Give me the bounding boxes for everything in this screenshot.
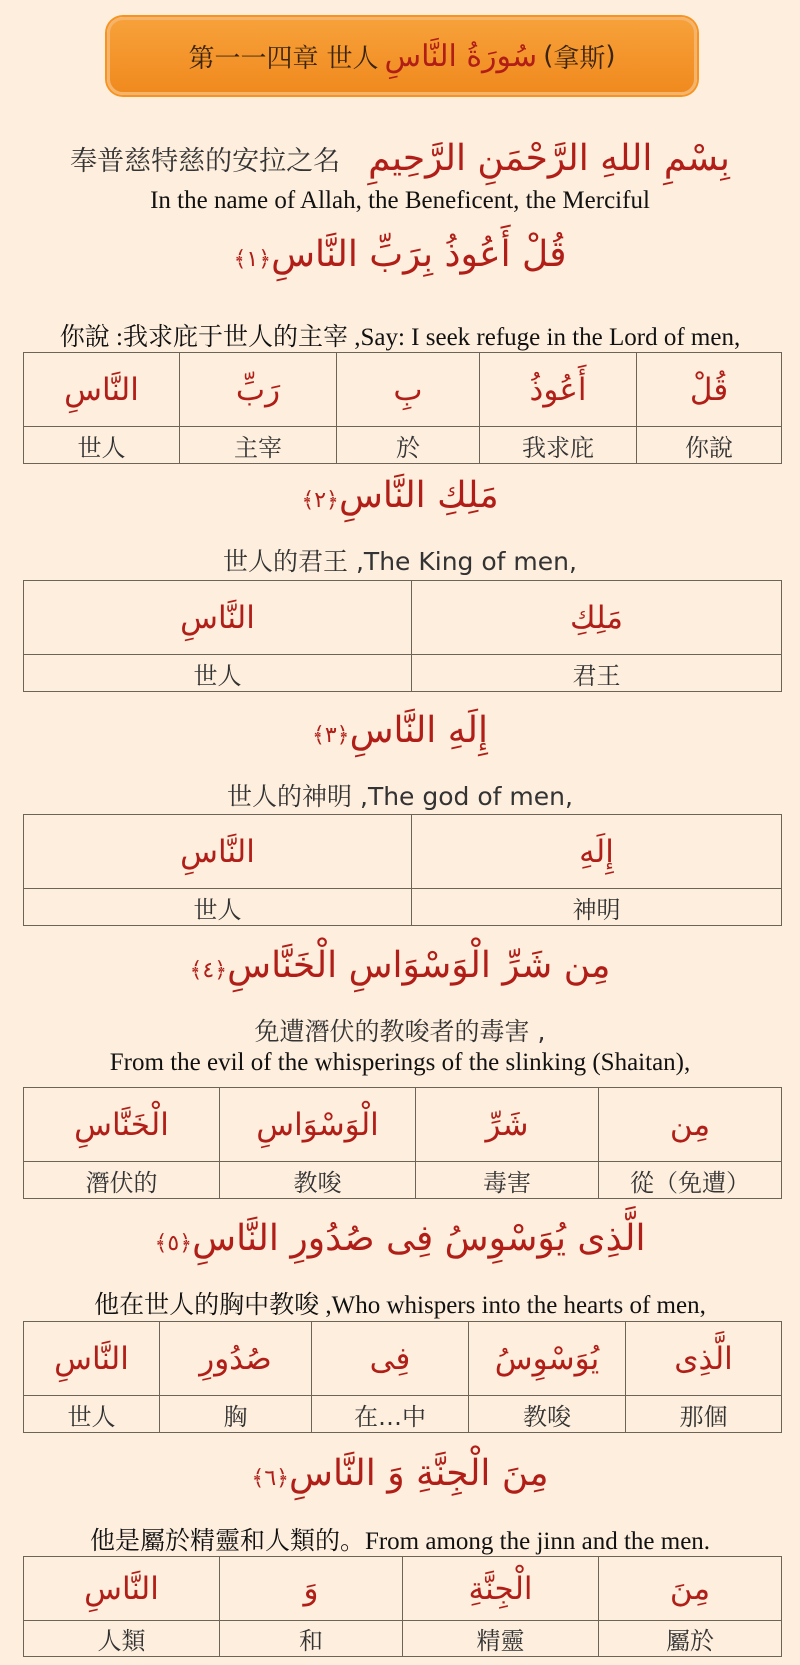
word-ar: أَعُوذُ (480, 353, 637, 427)
word-zh: 從（免遭） (599, 1162, 782, 1199)
verse-5-arabic: الَّذِى يُوَسْوِسُ فِى صُدُورِ النَّاسِ﴿٥﴾ (154, 1218, 646, 1259)
word-zh: 在…中 (312, 1396, 469, 1433)
verse-6-word-table (23, 1556, 782, 1657)
verse-number-marker: ﴿٦﴾ (251, 1466, 290, 1491)
word-ar: الْجِنَّةِ (403, 1557, 599, 1621)
word-ar: النَّاسِ (24, 581, 412, 655)
verse-2-translation: 世人的君王 ,The King of men, (223, 547, 577, 576)
word-zh: 潛伏的 (24, 1162, 220, 1199)
basmala-zh: 奉普慈特慈的安拉之名 (70, 145, 341, 177)
word-ar: بِ (337, 353, 480, 427)
basmala-row (0, 128, 800, 188)
word-zh: 世人 (24, 1396, 160, 1433)
word-zh: 教唆 (469, 1396, 626, 1433)
verse-3-word-table (23, 814, 782, 926)
verse-number-marker: ﴿٤﴾ (189, 958, 228, 983)
word-ar: الْوَسْوَاسِ (220, 1088, 416, 1162)
word-ar: إِلَهِ (412, 815, 782, 889)
verse-4-translation-en: From the evil of the whisperings of the slinking (Shaitan), (109, 1049, 691, 1076)
verse-4-word-table (23, 1087, 782, 1199)
chapter-transliteration: 拿斯 (553, 43, 606, 74)
verse-1-arabic: قُلْ أَعُوذُ بِرَبِّ النَّاسِ﴿١﴾ (233, 234, 567, 275)
word-zh: 教唆 (220, 1162, 416, 1199)
word-ar: وَ (220, 1557, 403, 1621)
word-ar: شَرِّ (416, 1088, 599, 1162)
word-ar: رَبِّ (180, 353, 337, 427)
verse-2-arabic: مَلِكِ النَّاسِ﴿٢﴾ (301, 475, 499, 516)
chapter-name-ar: سُورَةُ النَّاسِ (384, 38, 538, 74)
word-zh: 於 (337, 427, 480, 464)
word-ar: النَّاسِ (24, 1322, 160, 1396)
word-ar: فِى (312, 1322, 469, 1396)
verse-number-marker: ﴿٣﴾ (311, 723, 350, 748)
verse-4-translation-zh: 免遭潛伏的教唆者的毒害 , (254, 1017, 546, 1046)
word-zh: 主宰 (180, 427, 337, 464)
word-ar: مِنَ (599, 1557, 782, 1621)
word-ar: صُدُورِ (160, 1322, 312, 1396)
word-ar: مِن (599, 1088, 782, 1162)
word-ar: النَّاسِ (24, 1557, 220, 1621)
verse-number-marker: ﴿٥﴾ (154, 1231, 193, 1256)
word-zh: 屬於 (599, 1621, 782, 1657)
verse-5-word-table (23, 1321, 782, 1433)
word-zh: 那個 (626, 1396, 782, 1433)
word-zh: 我求庇 (480, 427, 637, 464)
word-ar: الْخَنَّاسِ (24, 1088, 220, 1162)
verse-4-arabic: مِن شَرِّ الْوَسْوَاسِ الْخَنَّاسِ﴿٤﴾ (189, 945, 611, 986)
verse-6-arabic: مِنَ الْجِنَّةِ وَ النَّاسِ﴿٦﴾ (251, 1453, 549, 1494)
word-zh: 你說 (637, 427, 782, 464)
verse-1-translation: 你說 :我求庇于世人的主宰 ,Say: I seek refuge in the Lord of men, (59, 324, 741, 351)
word-ar: يُوَسْوِسُ (469, 1322, 626, 1396)
verse-number-marker: ﴿٢﴾ (301, 488, 339, 513)
basmala-ar: بِسْمِ اللهِ الرَّحْمَنِ الرَّحِيمِ (368, 137, 730, 179)
verse-1-word-table (23, 352, 782, 464)
word-zh: 精靈 (403, 1621, 599, 1657)
word-ar: قُلْ (637, 353, 782, 427)
word-zh: 世人 (24, 427, 180, 464)
verse-5-translation: 他在世人的胸中教唆 ,Who whispers into the hearts of men, (94, 1292, 706, 1319)
verse-3-arabic: إِلَهِ النَّاسِ﴿٣﴾ (311, 710, 489, 751)
verse-3-translation: 世人的神明 ,The god of men, (227, 782, 573, 811)
chapter-name-zh: 世人 (326, 43, 379, 74)
word-zh: 世人 (24, 655, 412, 692)
word-zh: 君王 (412, 655, 782, 692)
verse-number-marker: ﴿١﴾ (233, 247, 272, 272)
basmala-en: In the name of Allah, the Beneficent, the Merciful (150, 187, 650, 214)
word-ar: النَّاسِ (24, 815, 412, 889)
verse-2-word-table (23, 580, 782, 692)
chapter-title-banner: 第一一四章 世人 سُورَةُ النَّاسِ ( 拿斯 ) (107, 17, 697, 95)
word-zh: 胸 (160, 1396, 312, 1433)
word-ar: مَلِكِ (412, 581, 782, 655)
word-zh: 神明 (412, 889, 782, 926)
word-zh: 人類 (24, 1621, 220, 1657)
chapter-number: 第一一四章 (188, 43, 319, 74)
word-zh: 世人 (24, 889, 412, 926)
word-ar: النَّاسِ (24, 353, 180, 427)
verse-6-translation: 他是屬於精靈和人類的。From among the jinn and the men. (89, 1528, 711, 1555)
word-ar: الَّذِى (626, 1322, 782, 1396)
word-zh: 毒害 (416, 1162, 599, 1199)
word-zh: 和 (220, 1621, 403, 1657)
